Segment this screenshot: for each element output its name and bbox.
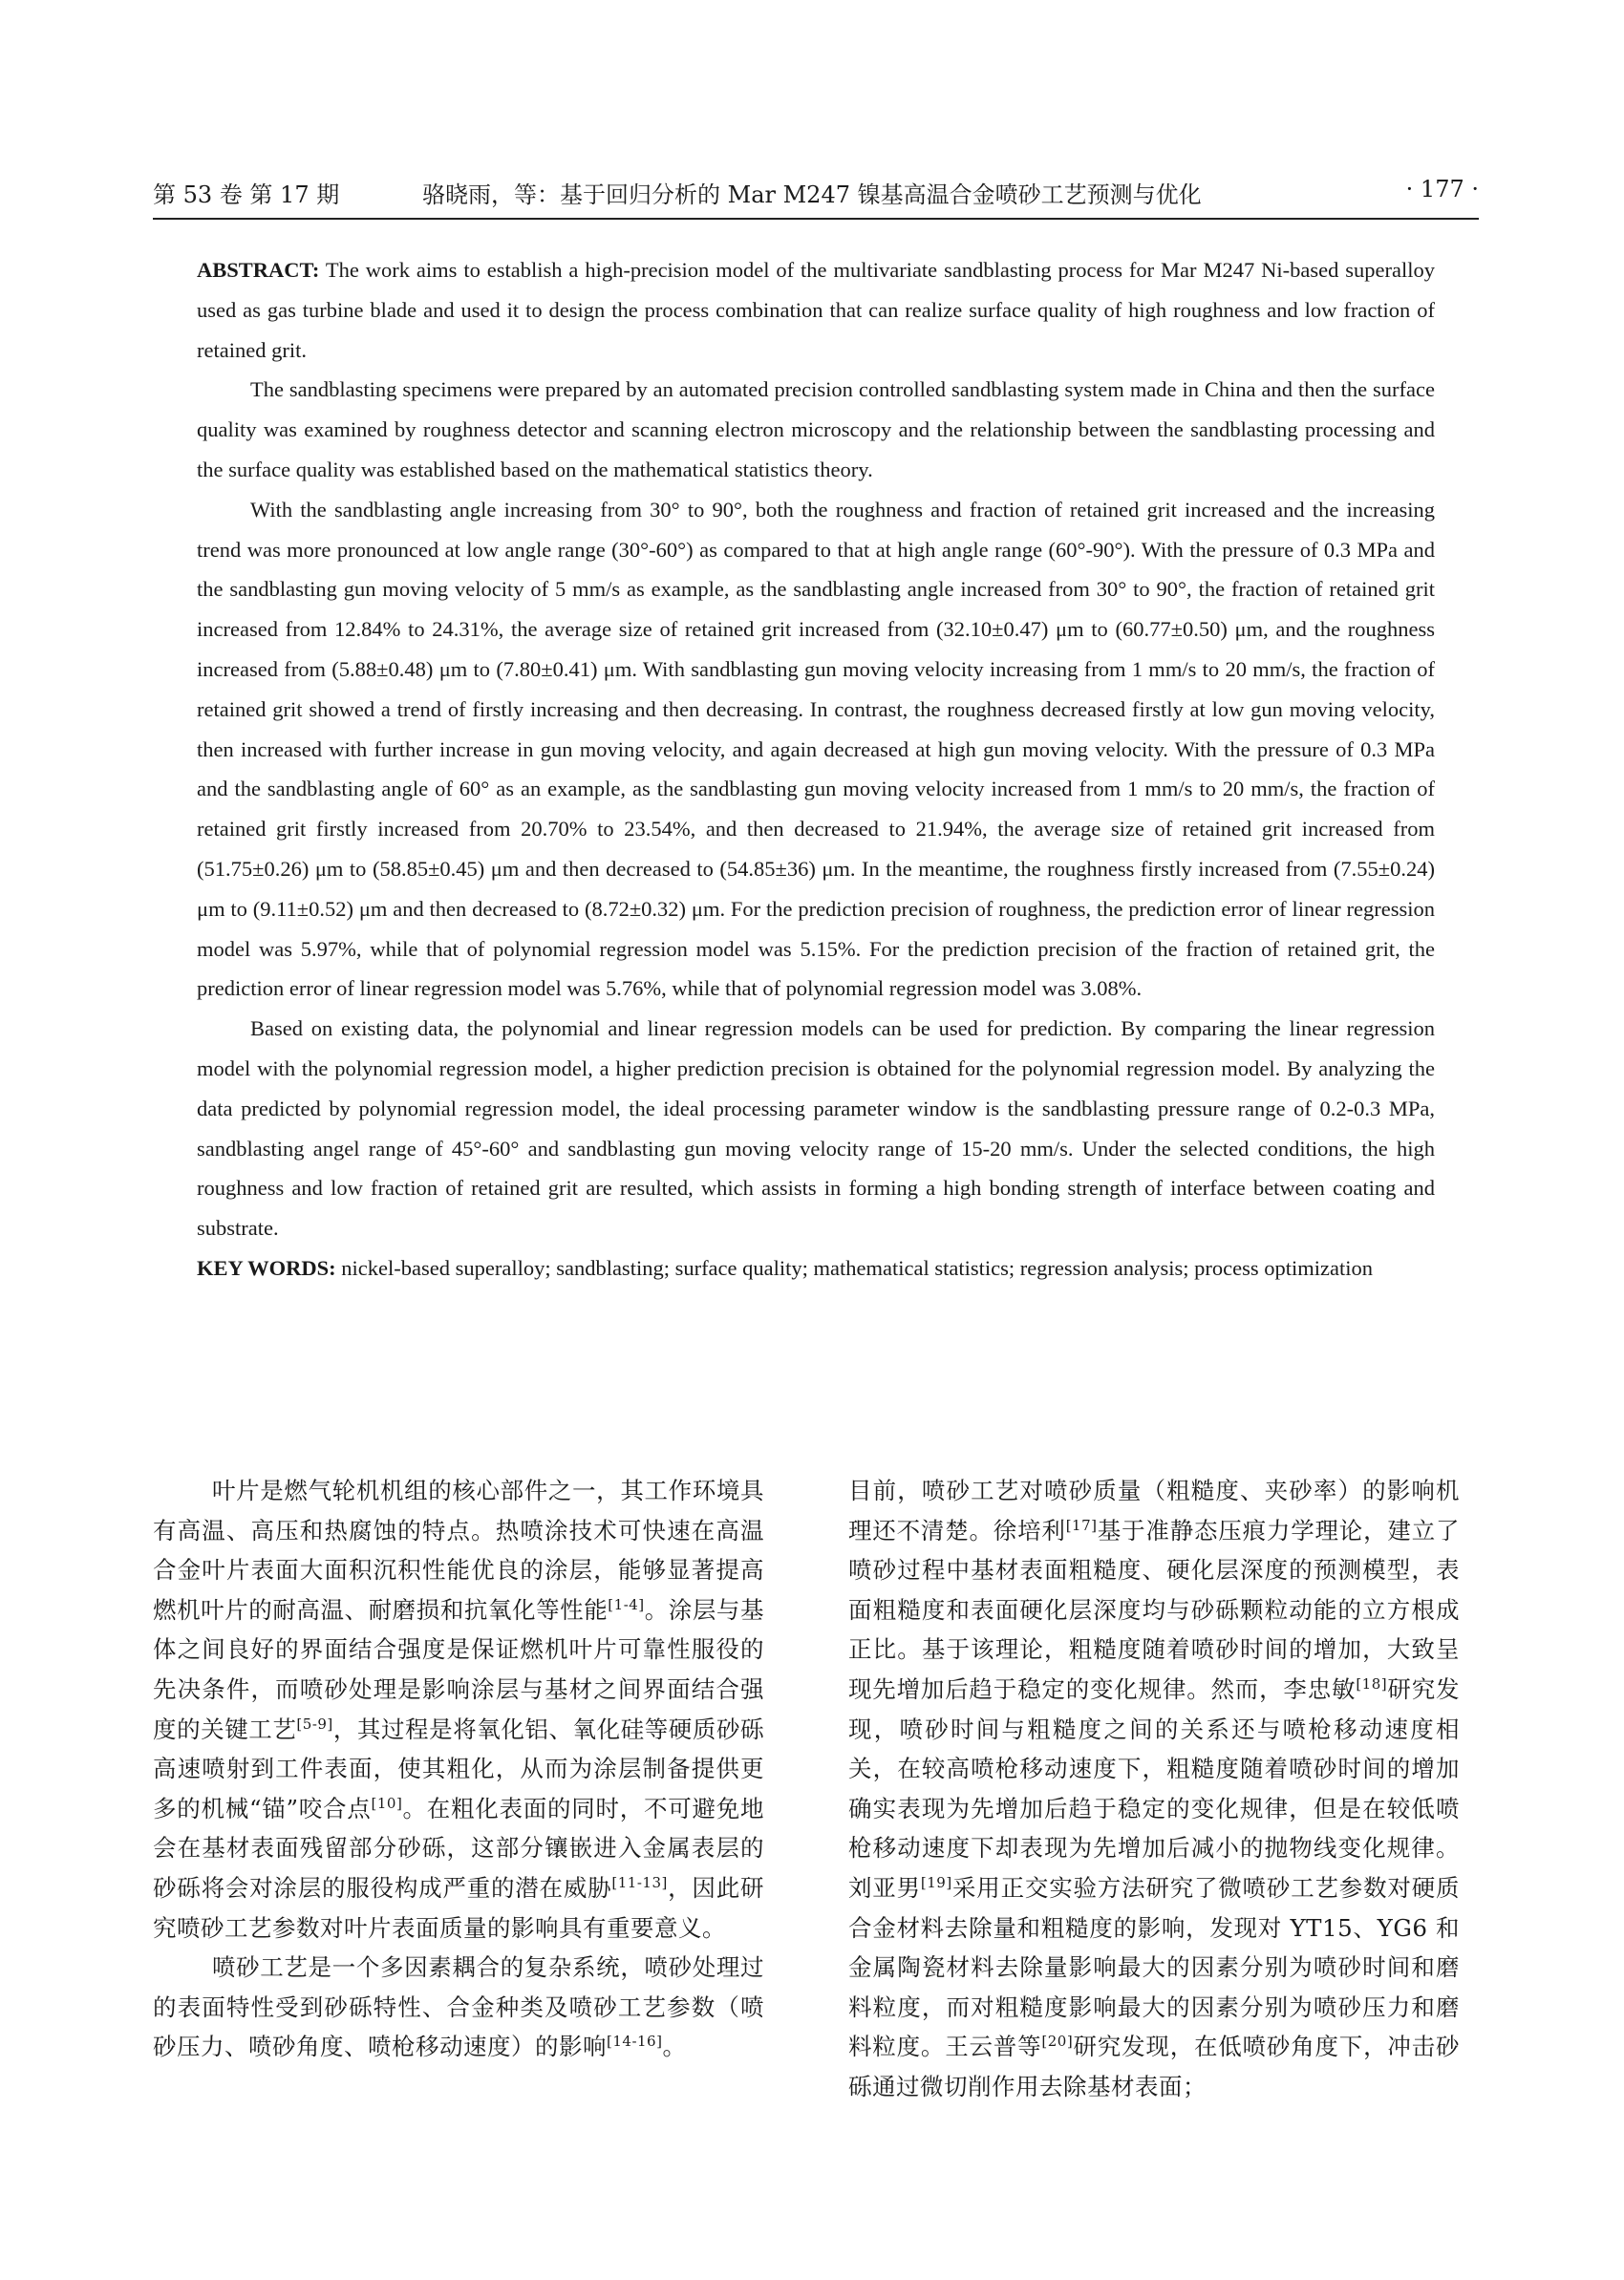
- abstract-section: [197, 250, 1435, 1289]
- running-header: [153, 170, 1479, 220]
- text-run: 。: [662, 2033, 687, 2061]
- abstract-label: ABSTRACT:: [197, 258, 320, 282]
- text-run: 喷砂工艺是一个多因素耦合的复杂系统，喷砂处理过的表面特性受到砂砾特性、合金种类及喷砂工艺参数（喷砂压力、喷砂角度、喷枪移动速度）的影响: [153, 1953, 764, 2061]
- text-run: ，因此研究喷砂工艺参数对叶片表面质量的影响具有重要意义。: [153, 1873, 764, 1942]
- text-run: 目前，喷砂工艺对喷砂质量（粗糙度、夹砂率）的影响机理还不清楚。徐培利: [848, 1477, 1460, 1545]
- citation: [14-16]: [607, 2033, 663, 2051]
- running-title: 骆晓雨，等：基于回归分析的 Mar M247 镍基高温合金喷砂工艺预测与优化: [422, 181, 1202, 208]
- text-run: ，其过程是将氧化铝、氧化硅等硬质砂砾高速喷射到工件表面，使其粗化，从而为涂层制备提供更多的机械“锚”咬合点: [153, 1715, 765, 1822]
- text-run: 。涂层与基体之间良好的界面结合强度是保证燃机叶片可靠性服役的先决条件，而喷砂处理是影响涂层与基材之间界面结合强度的关键工艺: [153, 1595, 764, 1743]
- citation: [18]: [1356, 1674, 1388, 1693]
- text-run: 采用正交实验方法研究了微喷砂工艺参数对硬质合金材料去除量和粗糙度的影响，发现对 YT15、YG6 和金属陶瓷材料去除量影响最大的因素分别为喷砂时间和磨料粒度，而对粗糙度影响最大的因素分别为喷砂压力和磨料粒度。王云普等: [848, 1873, 1461, 2061]
- citation: [11-13]: [611, 1873, 668, 1891]
- body-column-right: [848, 1471, 1460, 2107]
- volume-issue: 第 53 卷 第 17 期: [153, 181, 340, 208]
- text-run: 研究发现，喷砂时间与粗糙度之间的关系还与喷枪移动速度相关，在较高喷枪移动速度下，粗糙度随着喷砂时间的增加确实表现为先增加后趋于稳定的变化规律，但是在较低喷枪移动速度下却表现为先增加后减小的抛物线变化规律。刘亚男: [848, 1674, 1461, 1902]
- body-paragraph-3: [848, 1471, 1460, 2107]
- abstract-paragraph-4: Based on existing data, the polynomial and linear regression models can be used for prediction. By comparing the linear regression model with the polynomial regression model, a higher prediction precision is obtained for the polynomial regression model. By analyzing the data predicted by polynomial regression model, the ideal processing parameter window is the sandblasting pressure range of 0.2-0.3 MPa, sandblasting angel range of 45°-60° and sandblasting gun moving velocity range of 15-20 mm/s. Under the selected conditions, the high roughness and low fraction of retained grit are resulted, which assists in forming a high bonding strength of interface between coating and substrate.: [197, 1016, 1435, 1241]
- text-run: 叶片是燃气轮机机组的核心部件之一，其工作环境具有高温、高压和热腐蚀的特点。热喷涂技术可快速在高温合金叶片表面大面积沉积性能优良的涂层，能够显著提高燃机叶片的耐高温、耐磨损和抗氧化等性能: [153, 1477, 764, 1624]
- body-column-left: [153, 1471, 764, 2067]
- citation: [20]: [1041, 2033, 1074, 2051]
- keywords-label: KEY WORDS:: [197, 1255, 336, 1280]
- abstract-paragraph-3: With the sandblasting angle increasing from 30° to 90°, both the roughness and fraction of retained grit increased and the increasing trend was more pronounced at low angle range (30°-60°) as compared to that at high angle range (60°-90°). With the pressure of 0.3 MPa and the sandblasting gun moving velocity of 5 mm/s as example, as the sandblasting angle increased from 30° to 90°, the fraction of retained grit increased from 12.84% to 24.31%, the average size of retained grit increased from (32.10±0.47) μm to (60.77±0.50) μm, and the roughness increased from (5.88±0.48) μm to (7.80±0.41) μm. With sandblasting gun moving velocity increasing from 1 mm/s to 20 mm/s, the fraction of retained grit showed a trend of firstly increasing and then decreasing. In contrast, the roughness decreased firstly at low gun moving velocity, then increased with further increase in gun moving velocity, and again decreased at high gun moving velocity. With the pressure of 0.3 MPa and the sandblasting angle of 60° as an example, as the sandblasting gun moving velocity increased from 1 mm/s to 20 mm/s, the fraction of retained grit firstly increased from 20.70% to 23.54%, and then decreased to 21.94%, the average size of retained grit increased from (51.75±0.26) μm to (58.85±0.45) μm and then decreased to (54.85±36) μm. In the meantime, the roughness firstly increased from (7.55±0.24) μm to (9.11±0.52) μm and then decreased to (8.72±0.32) μm. For the prediction precision of roughness, the prediction error of linear regression model was 5.97%, while that of polynomial regression model was 5.15%. For the prediction precision of the fraction of retained grit, the prediction error of linear regression model was 5.76%, while that of polynomial regression model was 3.08%.: [197, 497, 1435, 1001]
- abstract-p1-text: The work aims to establish a high-precision model of the multivariate sandblasting process for Mar M247 Ni-based superalloy used as gas turbine blade and used it to design the process combination that can realize surface quality of high roughness and low fraction of retained grit.: [197, 258, 1435, 362]
- text-run: 研究发现，在低喷砂角度下，冲击砂砾通过微切削作用去除基材表面；: [848, 2033, 1461, 2100]
- citation: [1-4]: [608, 1595, 645, 1613]
- keywords-text: nickel-based superalloy; sandblasting; surface quality; mathematical statistics; regression analysis; process optimization: [341, 1255, 1373, 1280]
- citation: [10]: [371, 1794, 403, 1812]
- text-run: 。在粗化表面的同时，不可避免地会在基材表面残留部分砂砾，这部分镶嵌进入金属表层的砂砾将会对涂层的服役构成严重的潜在威胁: [153, 1794, 764, 1902]
- text-run: 基于准静态压痕力学理论，建立了喷砂过程中基材表面粗糙度、硬化层深度的预测模型，表面粗糙度和表面硬化层深度均与砂砾颗粒动能的立方根成正比。基于该理论，粗糙度随着喷砂时间的增加，大致呈现先增加后趋于稳定的变化规律。然而，李忠敏: [848, 1516, 1461, 1703]
- body-paragraph-1: [153, 1471, 764, 1948]
- page-number: · 177 ·: [1405, 176, 1479, 202]
- citation: [19]: [920, 1873, 952, 1891]
- keywords-paragraph: [197, 1248, 1435, 1289]
- abstract-paragraph-2: The sandblasting specimens were prepared by an automated precision controlled sandblasting system made in China and then the surface quality was examined by roughness detector and scanning electron microscopy and the relationship between the sandblasting processing and the surface quality was established based on the mathematical statistics theory.: [197, 377, 1435, 481]
- citation: [17]: [1065, 1516, 1098, 1534]
- abstract-paragraph-1: [197, 250, 1435, 370]
- body-paragraph-2: [153, 1948, 764, 2067]
- citation: [5-9]: [296, 1715, 333, 1733]
